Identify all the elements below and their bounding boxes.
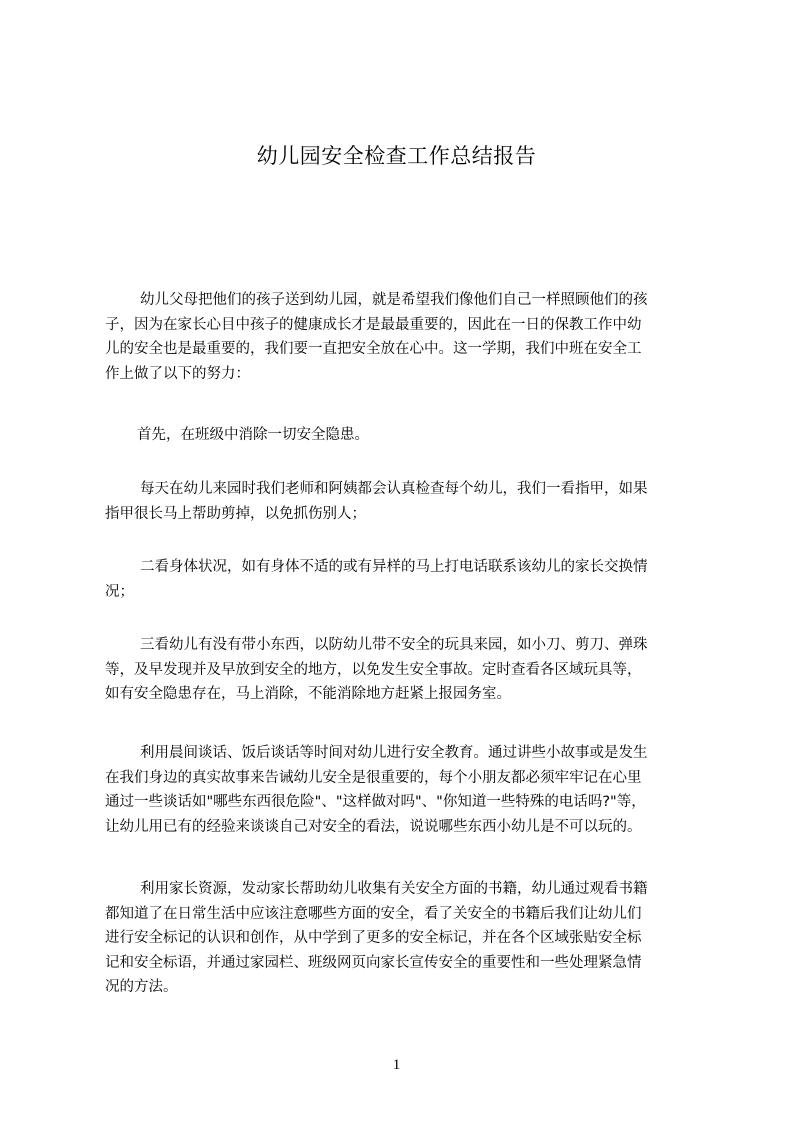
paragraph-check-health — [105, 555, 700, 604]
page-number: 1 — [392, 1057, 401, 1073]
paragraph-line: 让幼儿用已有的经验来谈谈自己对安全的看法，说说哪些东西小幼儿是不可以玩的。 — [105, 818, 642, 835]
paragraph-line: 记和安全标语，并通过家园栏、班级网页向家长宣传安全的重要性和一些处理紧急情 — [105, 954, 642, 971]
paragraph-line: 首先，在班级中消除一切安全隐患。 — [137, 427, 369, 443]
paragraph-line: 三看幼儿有没有带小东西，以防幼儿带不安全的玩具来园，如小刀、剪刀、弹珠 — [140, 637, 648, 653]
paragraph-line: 如有安全隐患存在，马上消除，不能消除地方赶紧上报园务室。 — [105, 686, 511, 702]
paragraph-line: 况的方法。 — [105, 979, 178, 995]
paragraph-first-measure — [105, 423, 700, 448]
paragraph-line: 每天在幼儿来园时我们老师和阿姨都会认真检查每个幼儿，我们一看指甲，如果 — [140, 481, 648, 497]
paragraph-check-objects — [105, 633, 700, 707]
paragraph-parent-resources — [105, 877, 700, 1000]
paragraph-line: 儿的安全也是最重要的，我们要一直把安全放在心中。这一学期，我们中班在安全工 — [105, 341, 642, 357]
paragraph-line: 作上做了以下的努力： — [105, 365, 250, 382]
paragraph-line: 通过一些谈话如"哪些东西很危险"、"这样做对吗"、"你知道一些特殊的电话吗?"等， — [105, 794, 646, 810]
paragraph-line: 利用家长资源，发动家长帮助幼儿收集有关安全方面的书籍，幼儿通过观看书籍 — [140, 881, 648, 897]
paragraph-line: 在我们身边的真实故事来告诫幼儿安全是很重要的，每个小朋友都必须牢牢记在心里 — [105, 769, 642, 786]
paragraph-check-nails — [105, 477, 700, 526]
paragraph-line: 等，及早发现并及早放到安全的地方，以免发生安全事故。定时查看各区域玩具等， — [105, 661, 642, 678]
paragraph-line: 进行安全标记的认识和创作，从中学到了更多的安全标记，并在各个区域张贴安全标 — [105, 930, 642, 946]
paragraph-intro — [105, 288, 700, 386]
paragraph-line: 指甲很长马上帮助剪掉，以免抓伤别人； — [105, 505, 366, 522]
paragraph-safety-talks — [105, 741, 700, 839]
paragraph-line: 幼儿父母把他们的孩子送到幼儿园，就是希望我们像他们自己一样照顾他们的孩 — [140, 292, 648, 308]
paragraph-line: 都知道了在日常生活中应该注意哪些方面的安全，看了关安全的书籍后我们让幼儿们 — [105, 905, 642, 922]
document-title: 幼儿园安全检查工作总结报告 — [256, 144, 537, 168]
paragraph-line: 二看身体状况，如有身体不适的或有异样的马上打电话联系该幼儿的家长交换情 — [140, 559, 648, 575]
paragraph-line: 况； — [105, 583, 134, 600]
paragraph-line: 利用晨间谈话、饭后谈话等时间对幼儿进行安全教育。通过讲些小故事或是发生 — [140, 745, 648, 761]
paragraph-line: 子，因为在家长心目中孩子的健康成长才是最最重要的，因此在一日的保教工作中幼 — [105, 316, 642, 333]
